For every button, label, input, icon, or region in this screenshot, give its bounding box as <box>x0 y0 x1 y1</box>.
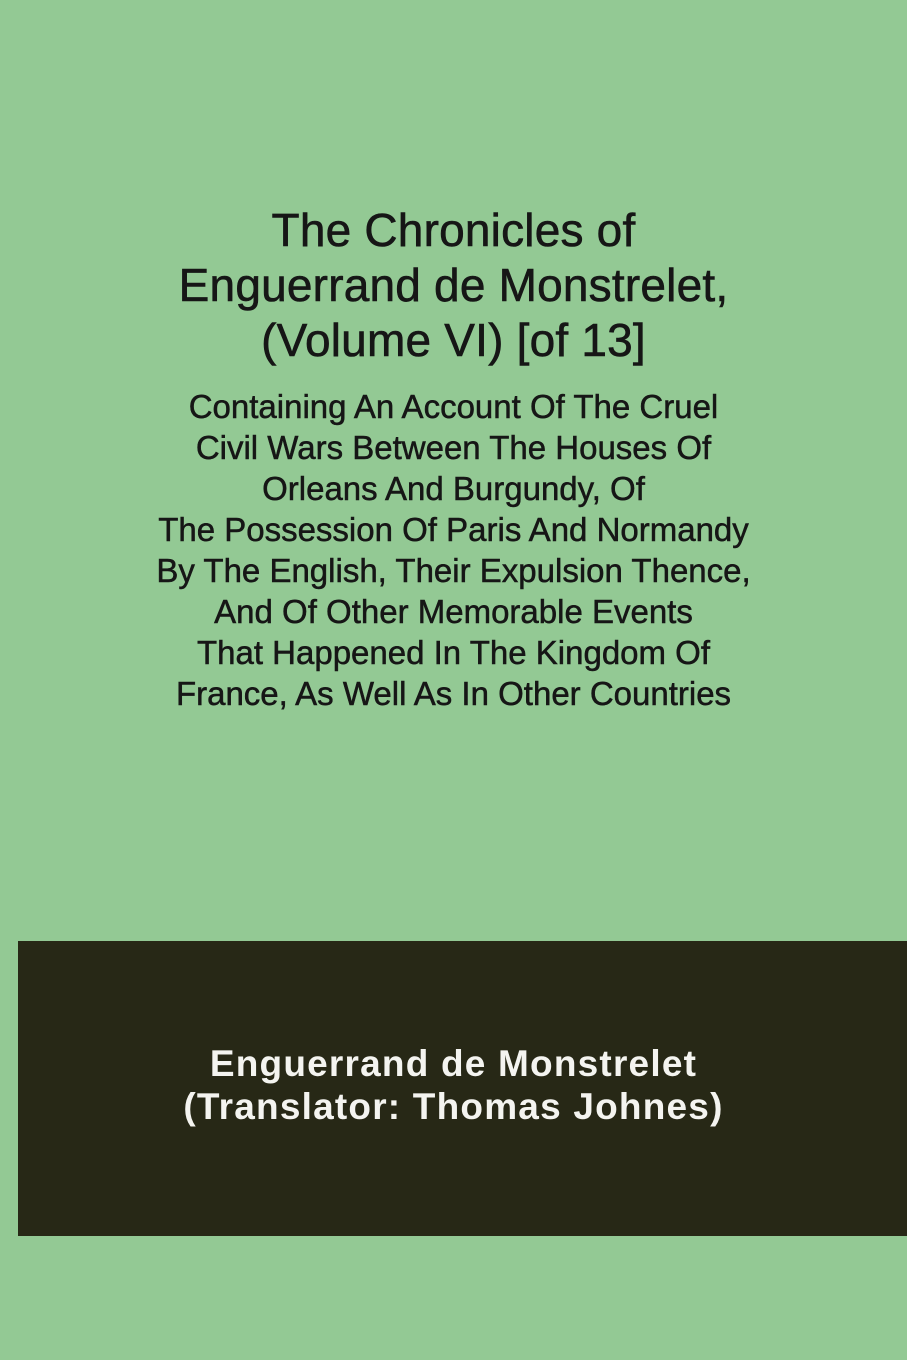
title-line-2: Enguerrand de Monstrelet, <box>178 259 729 311</box>
subtitle-line-8: France, As Well As In Other Countries <box>175 675 732 712</box>
author-name: Enguerrand de Monstrelet <box>209 1043 698 1084</box>
book-subtitle <box>40 386 867 714</box>
subtitle-line-1: Containing An Account Of The Cruel <box>188 388 719 425</box>
author-credits <box>18 1042 889 1128</box>
translator-credit: (Translator: Thomas Johnes) <box>183 1086 724 1127</box>
book-title <box>40 203 867 368</box>
author-band <box>18 941 907 1236</box>
subtitle-line-5: By The English, Their Expulsion Thence, <box>156 552 751 589</box>
subtitle-line-7: That Happened In The Kingdom Of <box>196 634 711 671</box>
title-line-3: (Volume VI) [of 13] <box>261 314 646 366</box>
subtitle-line-4: The Possession Of Paris And Normandy <box>158 511 749 548</box>
title-line-1: The Chronicles of <box>271 204 636 256</box>
subtitle-line-2: Civil Wars Between The Houses Of <box>195 429 712 466</box>
subtitle-line-6: And Of Other Memorable Events <box>214 593 693 630</box>
subtitle-line-3: Orleans And Burgundy, Of <box>262 470 645 507</box>
